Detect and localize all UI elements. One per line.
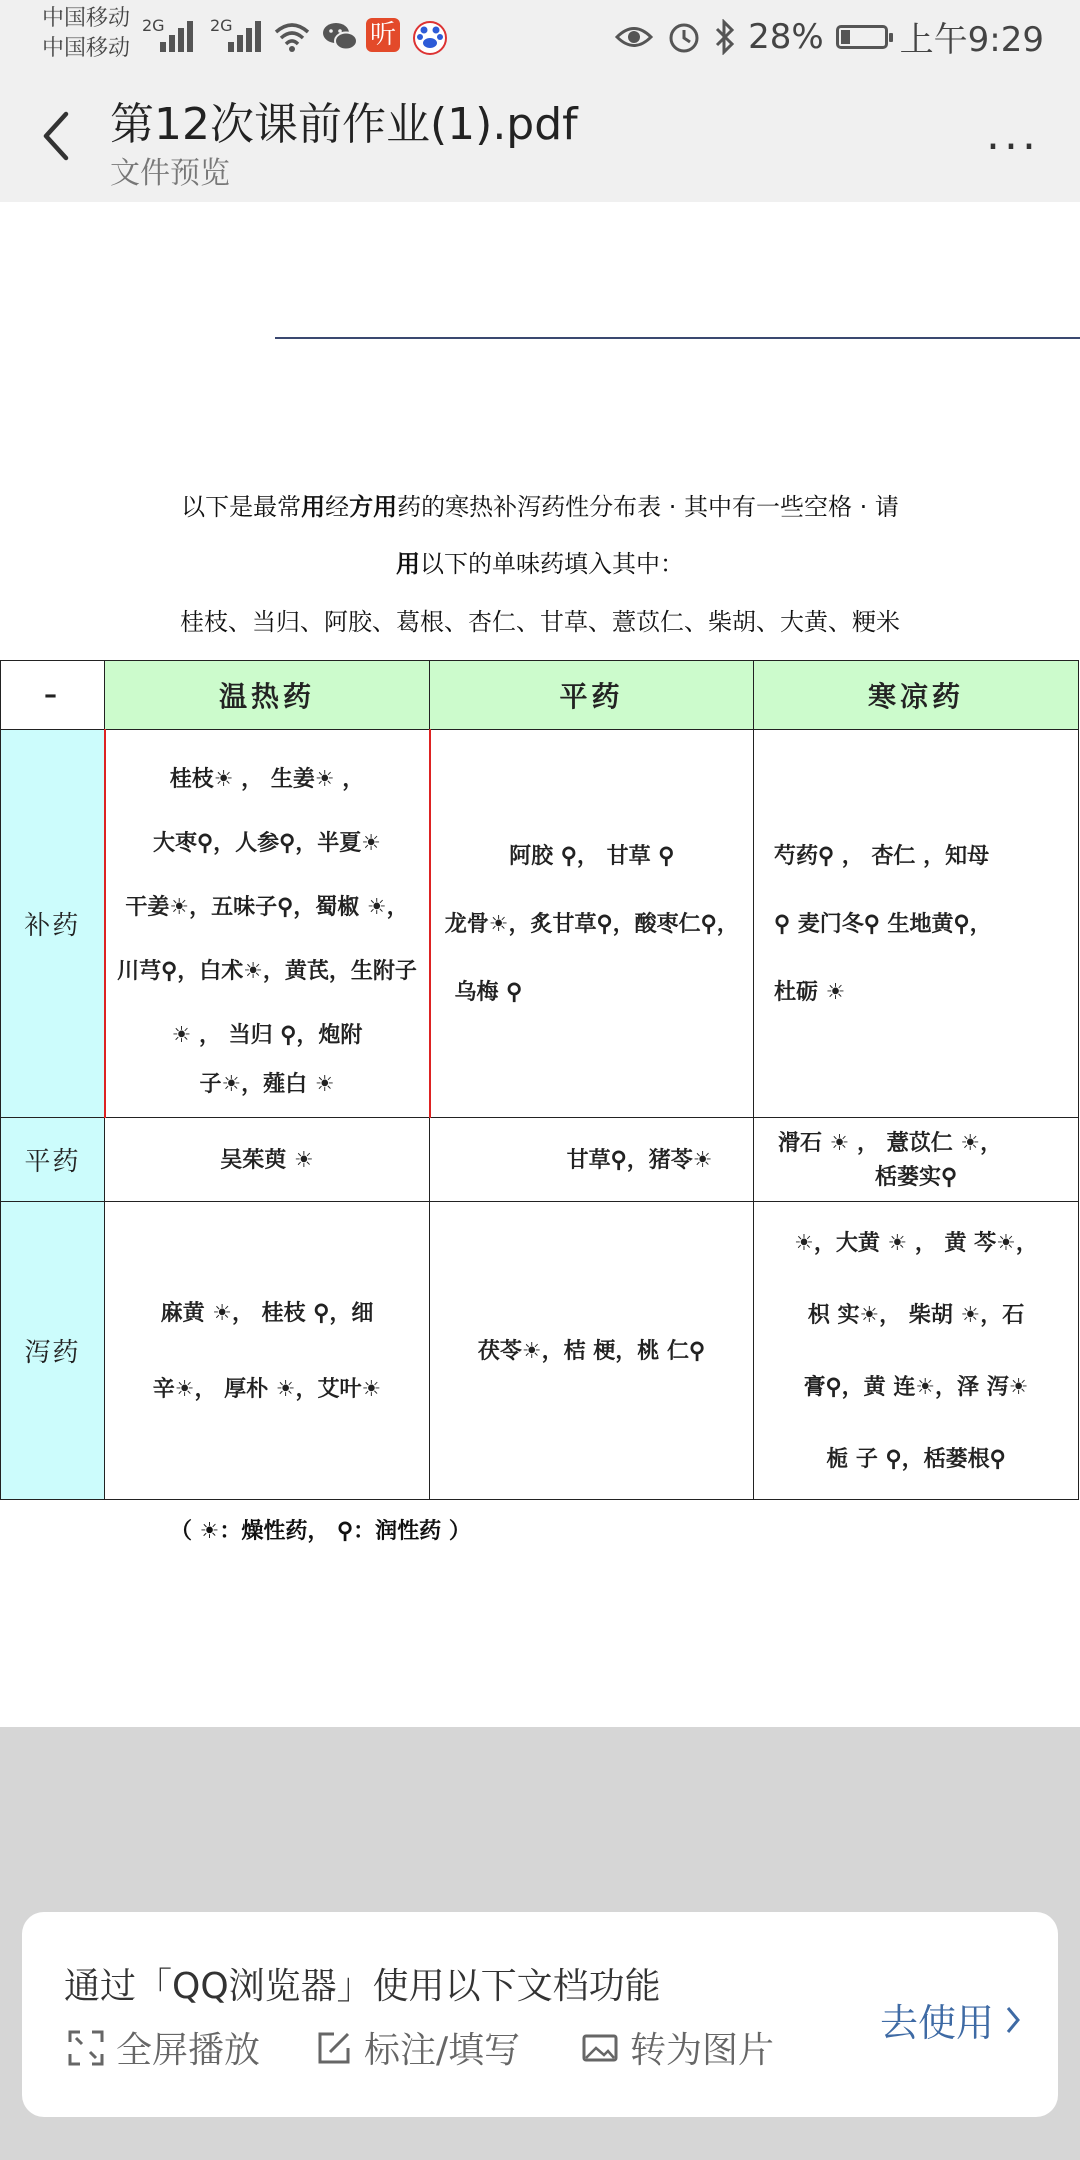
bluetooth-icon (714, 19, 736, 55)
pdf-document-page[interactable] (0, 202, 1080, 1727)
more-options-icon[interactable]: ... (986, 109, 1040, 160)
carrier-2: 中国移动 (42, 36, 131, 61)
chevron-right-icon (1004, 2004, 1022, 2036)
annotate-fill-feature[interactable] (314, 2022, 520, 2073)
table-legend: （ ☀：燥性药， ⚲：润性药 ） (170, 1518, 471, 1544)
intro-line-2: 用以下的单味药填入其中： (396, 550, 684, 578)
signal-bars-2-icon (228, 18, 268, 52)
status-bar (0, 0, 1080, 64)
cell-tonic-cool: 芍药⚲ ， 杏仁 ，知母 ⚲ 麦门冬⚲ 生地黄⚲， 杜砺 ☀ (754, 730, 1079, 1118)
cell-neutral-neutral: 甘草⚲，猪苓☀ (430, 1118, 754, 1202)
row-header-tonic: 补药 (1, 730, 105, 1118)
network-type-2: 2G (210, 16, 233, 35)
col-header-neutral: 平药 (430, 661, 754, 730)
cell-tonic-neutral: 阿胶 ⚲， 甘草 ⚲ 龙骨☀，炙甘草⚲，酸枣仁⚲， 乌梅 ⚲ (430, 730, 754, 1118)
go-use-button[interactable] (880, 1992, 1022, 2047)
header-rule (275, 337, 1080, 339)
table-corner: – (1, 661, 105, 730)
file-subtitle: 文件预览 (110, 156, 230, 191)
cell-purgative-cool: ☀，大黄 ☀ ， 黄 芩☀， 枳 实☀， 柴胡 ☀，石 膏⚲，黄 连☀，泽 泻☀ 栀 子 ⚲，栝蒌根⚲ (754, 1202, 1079, 1500)
carrier-1: 中国移动 (42, 6, 131, 31)
network-type-1: 2G (142, 16, 165, 35)
convert-label: 转为图片 (630, 2030, 775, 2071)
clock: 上午9:29 (899, 20, 1044, 60)
signal-bars-1-icon (160, 18, 200, 52)
file-title: 第12次课前作业(1).pdf (110, 99, 578, 150)
listen-app-icon: 听 (366, 18, 400, 52)
convert-to-image-feature[interactable] (580, 2022, 774, 2073)
fullscreen-play-feature[interactable] (66, 2022, 260, 2073)
alarm-icon (666, 19, 702, 55)
cell-neutral-cool: 滑石 ☀ ， 薏苡仁 ☀， 栝蒌实⚲ (754, 1118, 1079, 1202)
carrier-labels (42, 4, 130, 64)
intro-line-1: 以下是最常用经方用药的寒热补泻药性分布表 · 其中有一些空格 · 请 (181, 493, 899, 521)
promo-message: 通过「QQ浏览器」使用以下文档功能 (64, 1966, 661, 2007)
edit-icon (314, 2028, 354, 2068)
qq-browser-promo-card[interactable] (22, 1912, 1058, 2117)
wifi-icon (272, 16, 312, 56)
cell-tonic-warm: 桂枝☀ ， 生姜☀ ， 大枣⚲，人参⚲，半夏☀ 干姜☀，五味子⚲，蜀椒 ☀， 川芎⚲，白术☀，黄芪，生附子 ☀ ， 当归 ⚲，炮附 子☀，薤白 ☀ (105, 730, 430, 1118)
cell-purgative-neutral: 茯苓☀，桔 梗，桃 仁⚲ (430, 1202, 754, 1500)
wechat-icon (320, 16, 360, 56)
col-header-warm: 温热药 (105, 661, 430, 730)
row-header-purgative: 泻药 (1, 1202, 105, 1500)
cell-neutral-warm: 吴茱萸 ☀ (105, 1118, 430, 1202)
row-header-neutral: 平药 (1, 1118, 105, 1202)
annotate-label: 标注/填写 (364, 2030, 521, 2071)
intro-line-3: 桂枝、当归、阿胶、葛根、杏仁、甘草、薏苡仁、柴胡、大黄、粳米 (180, 608, 900, 636)
fullscreen-label: 全屏播放 (116, 2030, 261, 2071)
back-arrow-icon[interactable] (34, 106, 84, 166)
col-header-cool: 寒凉药 (754, 661, 1079, 730)
battery-percent: 28% (748, 16, 824, 57)
herb-property-table (0, 660, 1079, 1500)
fullscreen-icon (66, 2028, 106, 2068)
baidu-paw-icon (410, 16, 450, 56)
image-icon (580, 2028, 620, 2068)
battery-icon (836, 25, 888, 49)
status-right (614, 12, 1044, 61)
eye-comfort-icon (614, 20, 654, 54)
app-bar (0, 64, 1080, 202)
go-use-label: 去使用 (879, 2001, 994, 2045)
cell-purgative-warm: 麻黄 ☀， 桂枝 ⚲，细 辛☀， 厚朴 ☀，艾叶☀ (105, 1202, 430, 1500)
